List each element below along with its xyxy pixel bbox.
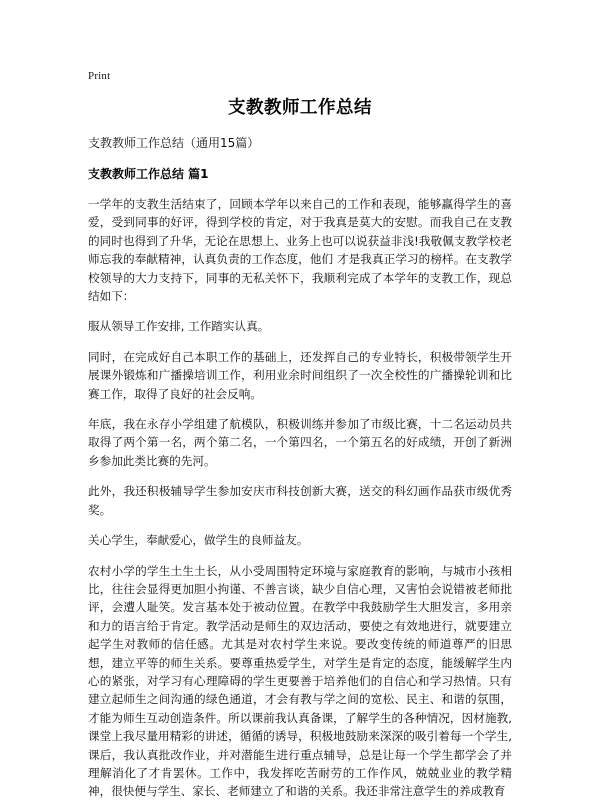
body-paragraph: 同时，在完成好自己本职工作的基础上，还发挥自己的专业特长，积极带领学生开展课外锻炼和广播操培训工作，利用业余时间组织了一次全校性的广播操轮训和比赛工作，取得了良好的社会反响。 [88,349,512,401]
body-paragraph: 此外，我还积极辅导学生参加安庆市科技创新大赛，送交的科幻画作品获市级优秀奖。 [88,484,512,517]
body-paragraph: 一学年的支教生活结束了，回顾本学年以来自己的工作和表现，能够赢得学生的喜爱，受到同事的好评，得到学校的肯定，对于我真是莫大的安慰。而我自己在支教的同时也得到了升华，无论在思想上、业务上也可以说获益非浅!我敬佩支教学校老师忘我的奉献精神，认真负责的工作态度，他们 才是我真正学习的榜样。在支教学校领导的大力支持下，同事的无私关怀下，我顺利完成了本学年的支教工作，现总结如下： [88,197,512,304]
page-title: 支教教师工作总结 [228,98,372,118]
print-button[interactable]: Print [88,70,111,82]
body-paragraph: 农村小学的学生土生土长，从小受周围特定环境与家庭教育的影响，与城市小孩相比，往往会显得更加胆小拘谨、不善言谈，缺少自信心理，又害怕会说错被老师批评，会遭人耻笑。发言基本处于被动位置。在教学中我鼓励学生大胆发言，多用亲和力的语言给于肯定。教学活动是师生的双边活动，要使之有效地进行，就要建立起学生对教师的信任感。尤其是对农村学生来说。要改变传统的师道尊严的旧思想，建立平等的师生关系。要尊重热爱学生，对学生是肯定的态度，能缓解学生内心的紧张，对学习有心理障碍的学生更要善于培养他们的自信心和学习热情。只有建立起师生之间沟通的绿色通道，才会有教与学之间的宽松、民主、和谐的氛围，才能为师生互动创造条件。所以课前我认真备课，了解学生的各种情况，因材施教,课堂上我尽量用精彩的讲述，循循的诱导，积极地鼓励来深深的吸引着每一个学生,课后，我认真批改作业，并对潜能生进行重点辅导，总是让每一个学生都学会了并理解消化了才肯罢休。工作中，我发挥吃苦耐劳的工作作风，兢兢业业的教学精神，很快便与学生、家长、老师建立了和谐的关系。我还非常注意学生的养成教育 [88,563,512,799]
body-paragraph: 关心学生，奉献爱心，做学生的良师益友。 [88,533,309,548]
section-heading: 支教教师工作总结 篇1 [88,167,209,181]
body-paragraph: 年底，我在永存小学组建了航模队，积极训练并参加了市级比赛，十二名运动员共取得了两个第一名，两个第二名，一个第四名，一个第五名的好成绩，开创了新洲乡参加此类比赛的先河。 [88,417,512,468]
document-subtitle: 支教教师工作总结（通用15篇） [88,136,260,150]
document-content [88,96,512,801]
body-paragraph: 服从领导工作安排, 工作踏实认真。 [88,319,270,334]
